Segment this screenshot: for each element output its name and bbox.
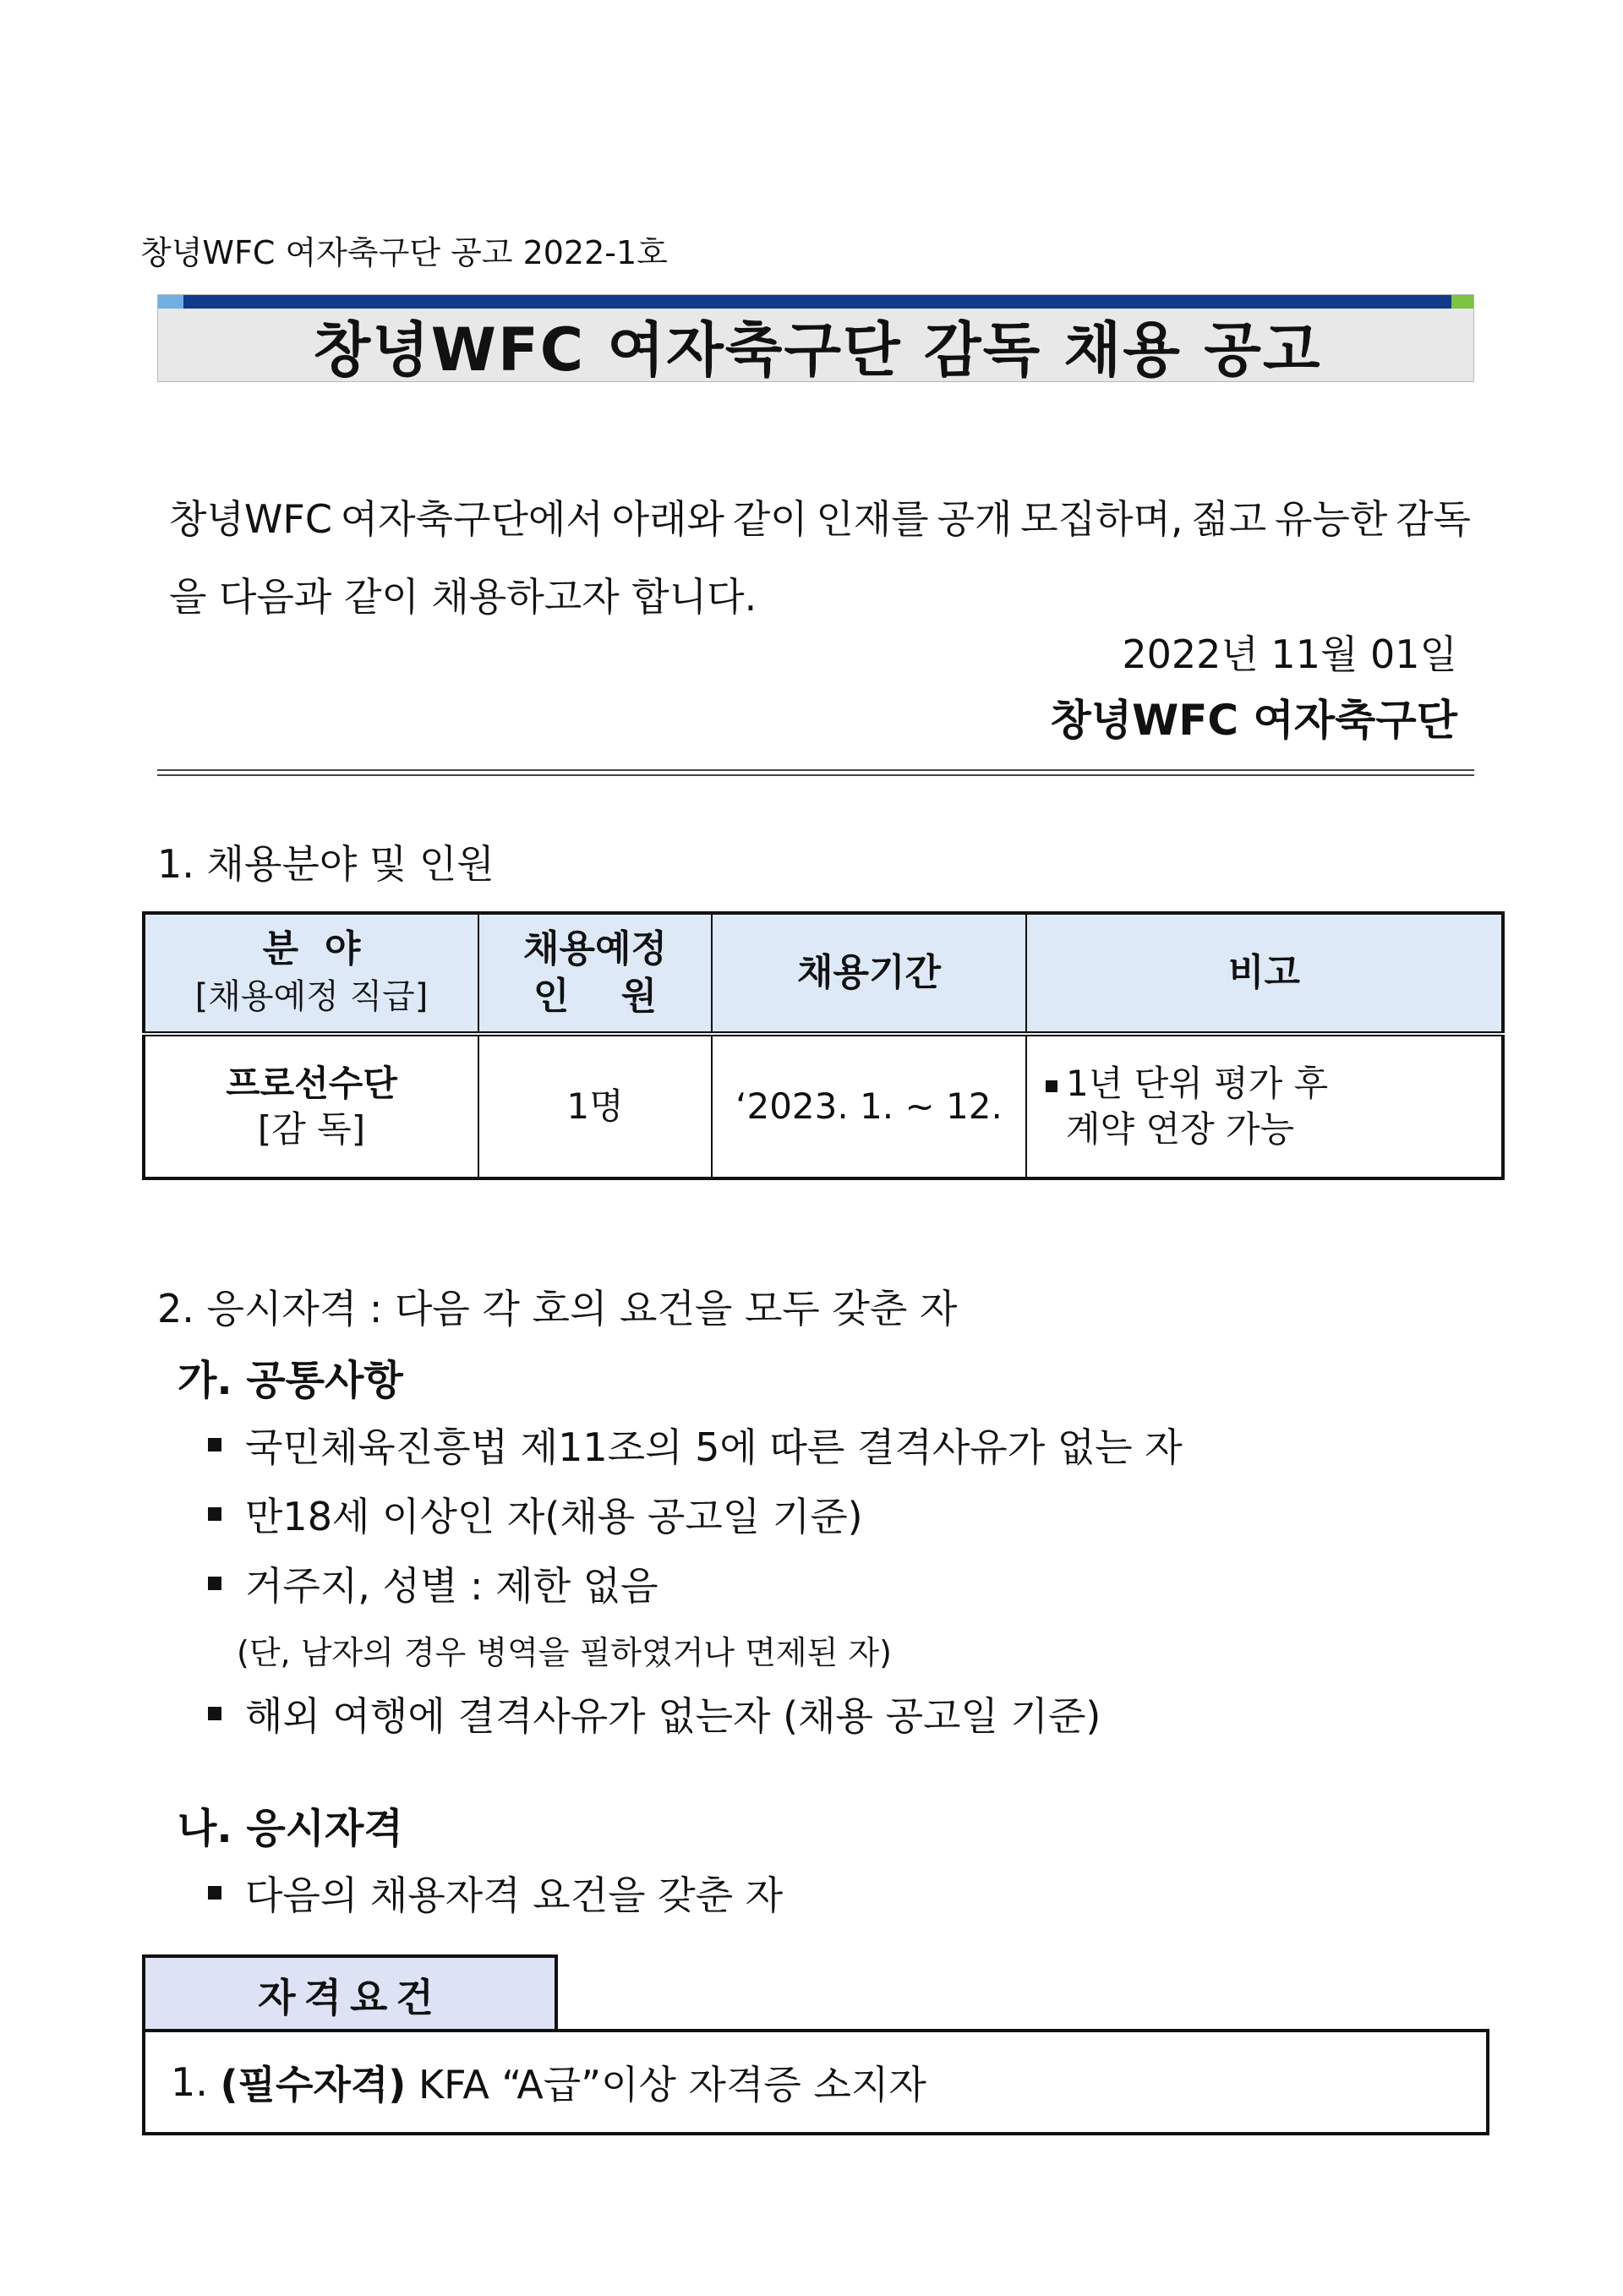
bullet-square-icon — [208, 1438, 221, 1451]
intro-word: 공개 — [937, 496, 1013, 542]
list-item — [208, 1865, 783, 1921]
intro-word: 유능한 — [1275, 496, 1388, 542]
intro-word: 여자축구단에서 — [340, 496, 604, 542]
header-field-label: 분 야 — [262, 927, 361, 970]
notice-date: 2022년 11월 01일 — [1122, 631, 1457, 677]
section2-heading: 2. 응시자격 : 다음 각 호의 요건을 모두 갖춘 자 — [157, 1286, 958, 1331]
subsection-a-title: 가. 공통사항 — [178, 1357, 403, 1404]
header-remarks: 비고 — [1026, 913, 1503, 1034]
header-count-line1: 채용예정 — [522, 927, 667, 970]
list-item — [208, 1486, 863, 1542]
list-item — [208, 1417, 1183, 1473]
double-divider — [157, 769, 1474, 776]
qualification-number: 1. — [171, 2059, 208, 2105]
remarks-line1-text: 1년 단위 평가 후 — [1066, 1063, 1329, 1104]
intro-word: 아래와 — [611, 496, 724, 542]
section1-heading: 1. 채용분야 및 인원 — [157, 841, 495, 887]
subsection-b-title: 나. 응시자격 — [178, 1805, 403, 1852]
bullet-square-icon — [208, 1507, 221, 1521]
intro-word: 감독 — [1396, 496, 1471, 542]
bullet-square-icon — [208, 1886, 221, 1900]
intro-line-1 — [169, 480, 1471, 558]
intro-word: 같이 — [732, 496, 808, 542]
cell-field-name: 프로선수단 — [226, 1063, 397, 1104]
title-bar-right-accent — [1451, 295, 1473, 309]
cell-remarks — [1026, 1034, 1503, 1178]
bullet-square-icon — [208, 1577, 221, 1590]
qualification-tab-label: 자격요건 — [142, 1954, 558, 2032]
cell-count: 1명 — [478, 1034, 712, 1178]
remarks-line1 — [1046, 1061, 1501, 1107]
list-item — [208, 1686, 1101, 1741]
intro-word: 모집하며, — [1020, 496, 1183, 542]
cell-field-sub: [감 독] — [257, 1108, 366, 1150]
header-field — [144, 913, 478, 1034]
list-item-text: 국민체육진흥법 제11조의 5에 따른 결격사유가 없는 자 — [245, 1424, 1183, 1470]
intro-word: 창녕WFC — [169, 496, 332, 542]
list-item-text: 만18세 이상인 자(채용 공고일 기준) — [245, 1494, 863, 1539]
military-note: (단, 남자의 경우 병역을 필하였거나 면제된 자) — [237, 1634, 892, 1671]
cell-period: ‘2023. 1. ~ 12. — [712, 1034, 1026, 1178]
table-row — [144, 1034, 1503, 1178]
intro-word: 인재를 — [816, 496, 929, 542]
notice-number: 창녕WFC 여자축구단 공고 2022-1호 — [140, 234, 668, 271]
intro-line-2: 을 다음과 같이 채용하고자 합니다. — [169, 574, 757, 620]
title-bar-left-accent — [158, 295, 183, 309]
qualification-text: KFA “A급”이상 자격증 소지자 — [418, 2062, 926, 2107]
header-count — [478, 913, 712, 1034]
table-header-row — [144, 913, 1503, 1034]
qualification-box — [142, 2029, 1489, 2135]
bullet-square-icon — [208, 1707, 221, 1720]
cell-field — [144, 1034, 478, 1178]
bullet-square-icon — [1046, 1080, 1057, 1092]
intro-paragraph — [169, 480, 1471, 636]
qualification-required-label: (필수자격) — [220, 2062, 407, 2107]
list-item-text: 거주지, 성별 : 제한 없음 — [245, 1563, 658, 1609]
header-period: 채용기간 — [712, 913, 1026, 1034]
header-field-sub: [채용예정 직급] — [194, 977, 429, 1016]
list-item-text: 해외 여행에 결격사유가 없는자 (채용 공고일 기준) — [245, 1693, 1101, 1739]
list-item-text: 다음의 채용자격 요건을 갖춘 자 — [245, 1872, 784, 1918]
list-item — [208, 1555, 658, 1611]
organization-name: 창녕WFC 여자축구단 — [1050, 696, 1457, 745]
recruitment-table — [142, 911, 1505, 1180]
document-title: 창녕WFC 여자축구단 감독 채용 공고 — [313, 314, 1322, 385]
title-banner — [157, 294, 1474, 385]
remarks-line2: 계약 연장 가능 — [1066, 1108, 1295, 1150]
header-count-line2: 인 원 — [533, 975, 658, 1018]
intro-word: 젊고 — [1191, 496, 1267, 542]
